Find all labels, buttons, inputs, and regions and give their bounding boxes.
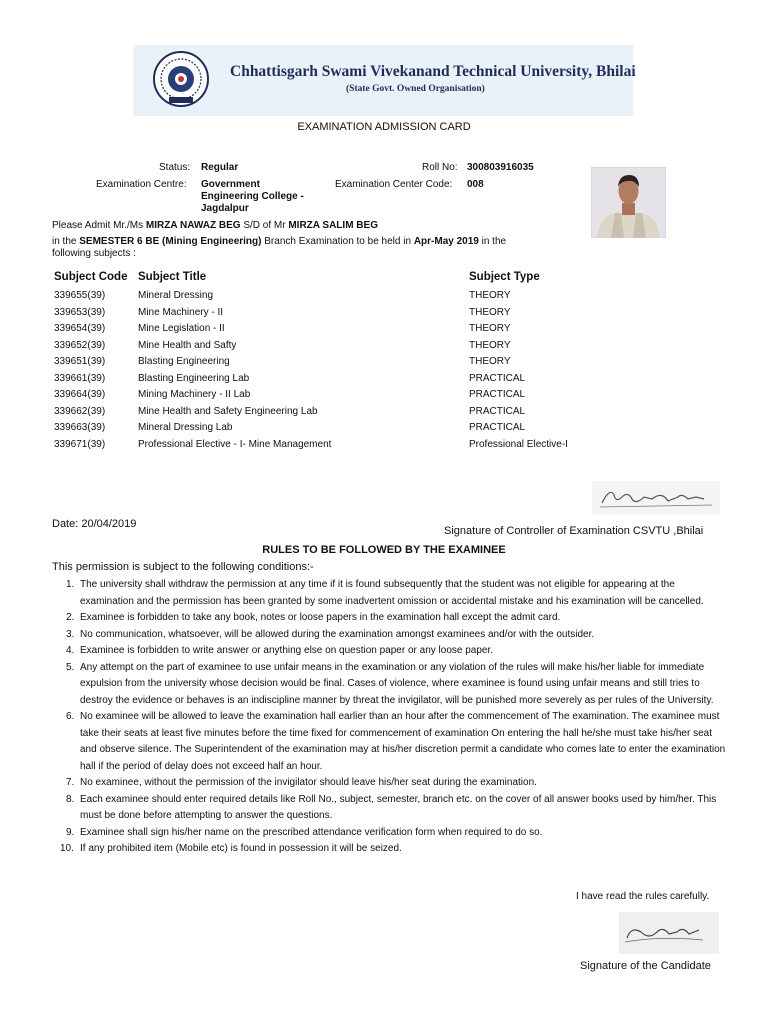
university-name: Chhattisgarh Swami Vivekanand Technical University, Bhilai — [230, 63, 636, 80]
rule-item — [66, 610, 730, 627]
rule-number: 7. — [66, 777, 75, 788]
rule-text: Examinee is forbidden to write answer or anything else on question paper or any loose paper. — [80, 645, 494, 656]
rule-item — [66, 577, 730, 610]
table-cell-title: Mine Machinery - II — [138, 306, 224, 318]
admit-line-2: in the SEMESTER 6 BE (Mining Engineering) Branch Examination to be held in Apr-May 2019 in the — [52, 236, 507, 247]
table-cell-code: 339662(39) — [54, 405, 106, 417]
rule-number: 4. — [66, 645, 75, 656]
rule-item — [66, 627, 730, 644]
card-title: EXAMINATION ADMISSION CARD — [297, 121, 471, 133]
read-rules-confirmation: I have read the rules carefully. — [576, 891, 710, 902]
table-cell-type: PRACTICAL — [469, 422, 526, 433]
rule-number: 1. — [66, 579, 75, 590]
status-label: Status: — [159, 162, 191, 173]
table-cell-code: 339661(39) — [54, 372, 106, 384]
header-subject-title: Subject Title — [138, 271, 207, 283]
table-cell-type: THEORY — [469, 323, 511, 334]
table-cell-title: Mineral Dressing — [138, 290, 214, 301]
student-name: MIRZA NAWAZ BEG — [145, 220, 241, 231]
rule-number: 5. — [66, 661, 75, 673]
rule-text: The university shall withdraw the permission at any time if it is found subsequently that the student was not eligible for appearing at the examination and the permission has been granted by some inadvertent omission or accidental mistake and his examination will be cancelled. — [80, 579, 704, 607]
table-cell-type: PRACTICAL — [469, 405, 526, 417]
rule-text: Any attempt on the part of examinee to use unfair means in the examination or any violation of the rules will make his/her liable for immediate expulsion from the university whose decision would be final. Cases of violence, where examinee is found using unfair means and still tries to destroy the evidence or behaves is an indiscipline manner by threat the invigilator, will be punished more severely as per rules of the University. — [80, 661, 714, 706]
centre-value-line2: Engineering College - — [201, 191, 304, 202]
table-cell-title: Mine Health and Safty — [138, 339, 237, 351]
centre-code-label: Examination Center Code: — [335, 179, 453, 190]
table-cell-title: Mineral Dressing Lab — [138, 422, 233, 433]
rule-item — [66, 643, 730, 660]
status-value: Regular — [201, 162, 239, 173]
controller-signature — [592, 481, 720, 515]
table-cell-code: 339653(39) — [54, 306, 106, 318]
centre-code-value: 008 — [467, 179, 484, 190]
table-cell-type: THEORY — [469, 356, 511, 367]
rules-intro: This permission is subject to the following conditions:- — [52, 561, 314, 573]
admit-line-1: Please Admit Mr./Ms MIRZA NAWAZ BEG S/D of Mr MIRZA SALIM BEG — [52, 220, 378, 231]
rule-number: 2. — [66, 612, 75, 623]
table-cell-code: 339664(39) — [54, 389, 106, 400]
rule-text: No examinee, without the permission of the invigilator should leave his/her seat during the examination. — [80, 777, 537, 788]
table-cell-title: Mine Health and Safety Engineering Lab — [138, 405, 318, 417]
rule-text: No examinee will be allowed to leave the examination hall earlier than an hour after the commencement of The examination. The examinee must take their seats at least five minutes before the time fixed for commencement of examination On entering the hall he/she must take his/her seat and observe silence. The Superintendent of the examination may at his/her discretion permit a candidate who comes late to enter the examination hall if the period of delay does not exceed half an hour. — [80, 711, 726, 772]
rule-item — [66, 660, 730, 710]
table-cell-code: 339652(39) — [54, 339, 106, 351]
rule-number: 8. — [66, 793, 75, 805]
table-cell-title: Mining Machinery - II Lab — [138, 389, 251, 400]
table-cell-type: THEORY — [469, 339, 511, 351]
semester: SEMESTER 6 BE (Mining Engineering) — [79, 236, 262, 247]
header-subject-type: Subject Type — [469, 271, 540, 283]
rule-item — [66, 825, 730, 842]
rule-text: Examinee is forbidden to take any book, notes or loose papers in the examination hall except the admit card. — [80, 612, 561, 623]
centre-label: Examination Centre: — [96, 179, 187, 190]
rule-text: Each examinee should enter required details like Roll No., subject, semester, branch etc. on the cover of all answer books used by him/her. This must be done before attempting to answer the questions. — [80, 793, 717, 821]
rule-number: 10. — [60, 843, 74, 854]
rule-text: No communication, whatsoever, will be allowed during the examination amongst examinees and/or with the outsider. — [80, 628, 595, 640]
centre-value-line3: Jagdalpur — [201, 203, 249, 214]
table-cell-type: THEORY — [469, 306, 511, 318]
parent-name: MIRZA SALIM BEG — [288, 220, 378, 231]
table-cell-code: 339663(39) — [54, 422, 106, 433]
roll-value: 300803916035 — [467, 162, 534, 173]
admit-line-3: following subjects : — [52, 248, 136, 259]
table-cell-type: Professional Elective-I — [469, 438, 568, 450]
rule-text: If any prohibited item (Mobile etc) is found in possession it will be seized. — [80, 843, 402, 854]
table-cell-code: 339671(39) — [54, 438, 106, 450]
rule-item — [60, 841, 730, 858]
rule-number: 3. — [66, 628, 75, 640]
candidate-signature-label: Signature of the Candidate — [580, 960, 711, 972]
controller-signature-label: Signature of Controller of Examination CSVTU ,Bhilai — [444, 525, 704, 537]
rule-item — [66, 792, 730, 825]
rule-number: 9. — [66, 826, 75, 838]
rule-item — [66, 775, 730, 792]
rule-number: 6. — [66, 711, 75, 722]
table-cell-title: Blasting Engineering — [138, 356, 230, 367]
table-cell-title: Blasting Engineering Lab — [138, 372, 250, 384]
exam-session: Apr-May 2019 — [413, 236, 479, 247]
table-cell-type: PRACTICAL — [469, 372, 526, 384]
candidate-signature — [619, 912, 719, 954]
table-cell-type: PRACTICAL — [469, 389, 526, 400]
table-cell-code: 339655(39) — [54, 290, 106, 301]
rule-item — [66, 709, 730, 775]
issue-date: Date: 20/04/2019 — [52, 518, 137, 530]
table-cell-title: Professional Elective - I- Mine Management — [138, 438, 332, 450]
roll-label: Roll No: — [422, 162, 458, 173]
rule-text: Examinee shall sign his/her name on the prescribed attendance verification form when required to do so. — [80, 826, 543, 838]
table-cell-type: THEORY — [469, 290, 511, 301]
table-cell-code: 339651(39) — [54, 356, 106, 367]
student-photo — [591, 167, 666, 238]
centre-value-line1: Government — [201, 179, 260, 190]
table-cell-title: Mine Legislation - II — [138, 323, 225, 334]
rules-title: RULES TO BE FOLLOWED BY THE EXAMINEE — [262, 544, 506, 556]
table-cell-code: 339654(39) — [54, 323, 106, 334]
rules-list — [60, 577, 730, 858]
header-subject-code: Subject Code — [54, 271, 128, 283]
university-logo — [152, 50, 210, 108]
university-subtitle: (State Govt. Owned Organisation) — [346, 84, 485, 94]
